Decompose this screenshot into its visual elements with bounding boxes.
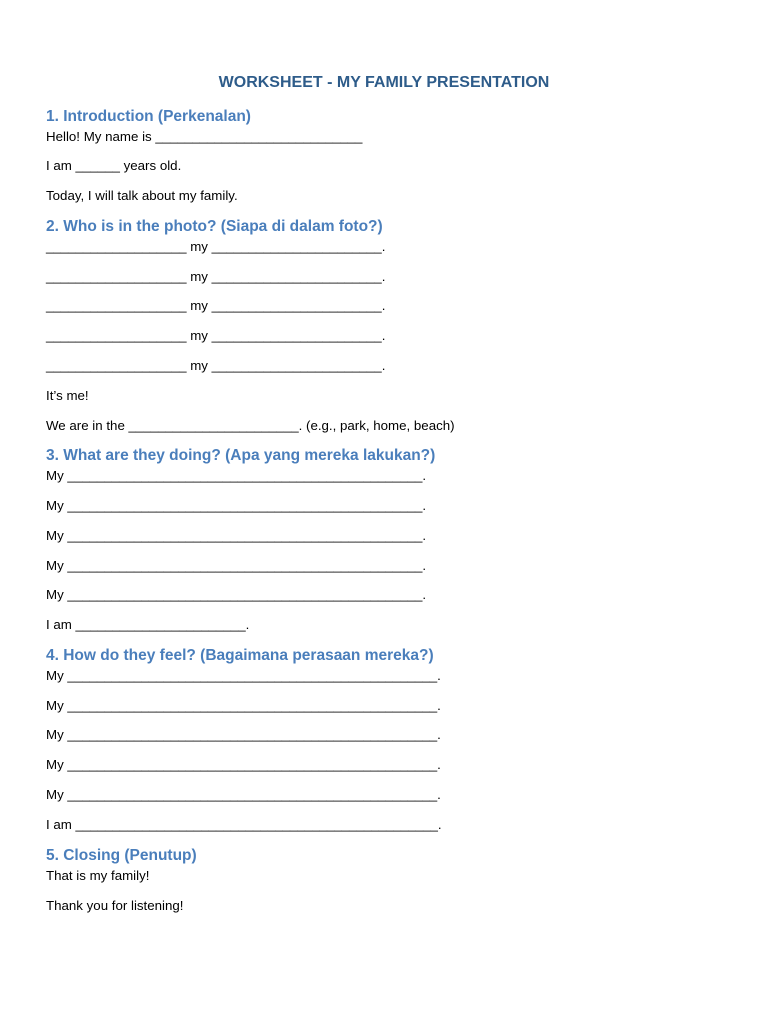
doing-line-self: I am _______________________. (46, 617, 250, 632)
family-member-line-2: ___________________ my _______________________. (46, 269, 386, 284)
section-heading-photo: 2. Who is in the photo? (Siapa di dalam foto?) (46, 218, 383, 235)
doing-line-1: My ________________________________________________. (46, 468, 427, 483)
feel-line-5: My __________________________________________________. (46, 787, 441, 802)
location-line: We are in the _______________________. (e.g., park, home, beach) (46, 418, 455, 433)
doing-line-4: My ________________________________________________. (46, 558, 427, 573)
feel-line-3: My __________________________________________________. (46, 727, 441, 742)
family-member-line-1: ___________________ my _______________________. (46, 239, 386, 254)
family-member-line-5: ___________________ my _______________________. (46, 358, 386, 373)
doing-line-2: My ________________________________________________. (46, 498, 427, 513)
topic-line: Today, I will talk about my family. (46, 188, 238, 203)
closing-line-2: Thank you for listening! (46, 898, 184, 913)
feel-line-4: My __________________________________________________. (46, 757, 441, 772)
doing-line-5: My ________________________________________________. (46, 587, 427, 602)
section-heading-feel: 4. How do they feel? (Bagaimana perasaan mereka?) (46, 647, 434, 664)
section-heading-introduction: 1. Introduction (Perkenalan) (46, 108, 251, 125)
its-me-line: It’s me! (46, 388, 89, 403)
feel-line-self: I am _________________________________________________. (46, 817, 442, 832)
section-heading-doing: 3. What are they doing? (Apa yang mereka lakukan?) (46, 447, 436, 464)
feel-line-1: My __________________________________________________. (46, 668, 441, 683)
age-line: I am ______ years old. (46, 158, 182, 173)
page-title: WORKSHEET - MY FAMILY PRESENTATION (218, 74, 550, 91)
closing-line-1: That is my family! (46, 868, 150, 883)
section-heading-closing: 5. Closing (Penutup) (46, 847, 197, 864)
feel-line-2: My __________________________________________________. (46, 698, 441, 713)
family-member-line-4: ___________________ my _______________________. (46, 328, 386, 343)
family-member-line-3: ___________________ my _______________________. (46, 298, 386, 313)
doing-line-3: My ________________________________________________. (46, 528, 427, 543)
name-line: Hello! My name is ____________________________ (46, 129, 363, 144)
